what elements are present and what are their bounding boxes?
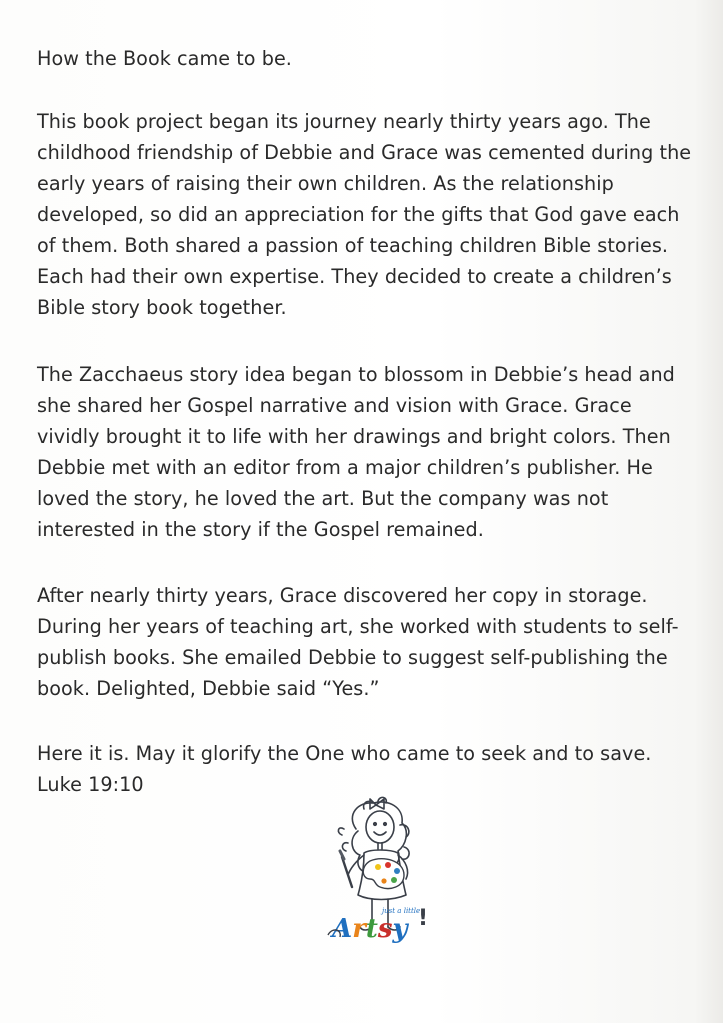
scripture-reference: Luke 19:10 (37, 773, 144, 796)
paint-palette-icon (363, 859, 404, 889)
paragraph-2 (37, 359, 697, 545)
heading-text: How the Book came to be. (37, 47, 292, 70)
paragraph-text: After nearly thirty years, Grace discovered her copy in storage. During her years of teaching art, she worked with students to self-publish books. She emailed Debbie to suggest self-publishing the book. Delighted, Debbie said “Yes.” (37, 584, 679, 700)
artsy-wordmark (328, 906, 428, 944)
logo-word: Artsy (332, 914, 408, 944)
logo-exclamation: ! (418, 906, 429, 931)
paragraph-3 (37, 580, 697, 704)
page-heading (37, 43, 697, 74)
logo-small-text: just a little (382, 907, 421, 915)
paragraph-1 (37, 106, 697, 323)
artsy-logo (318, 795, 440, 970)
closing-text: Here it is. May it glorify the One who came to seek and to save. (37, 742, 652, 765)
paragraph-text: This book project began its journey nearly thirty years ago. The childhood friendship of Debbie and Grace was cemented during the early years of raising their own children. As the relationship developed, so did an appreciation for the gifts that God gave each of them. Both shared a passion of teaching children Bible stories. Each had their own expertise. They decided to create a children’s Bible story book together. (37, 110, 692, 319)
paragraph-text: The Zacchaeus story idea began to blossom in Debbie’s head and she shared her Gospel narrative and vision with Grace. Grace vividly brought it to life with her drawings and bright colors. Then Debbie met with an editor from a major children’s publisher. He loved the story, he loved the art. But the company was not interested in the story if the Gospel remained. (37, 363, 675, 541)
paragraph-4 (37, 738, 697, 800)
